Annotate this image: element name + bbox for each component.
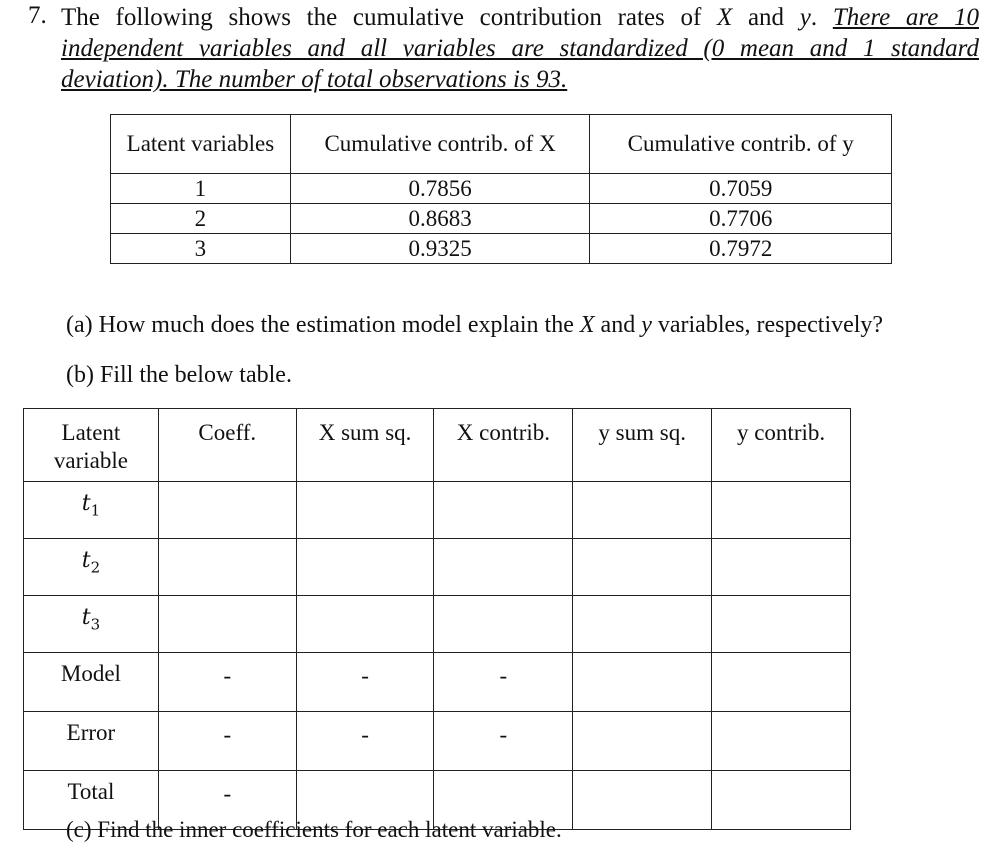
cell-coeff: [158, 482, 296, 539]
row-label-base: t: [81, 605, 91, 630]
intro-var-x: X: [716, 4, 733, 31]
row-label-sub: 2: [90, 558, 101, 577]
cell-y: 0.7972: [590, 234, 892, 264]
subquestion-a-and: and: [594, 312, 642, 338]
cell-x-contrib: -: [434, 712, 573, 771]
table-row: [24, 596, 851, 653]
table-row: [24, 482, 851, 539]
cell-y-contrib: [712, 596, 851, 653]
table-header-row: [24, 409, 851, 482]
cell-x-sum-sq: -: [296, 653, 434, 712]
table-row: [111, 174, 892, 204]
cell-x-sum-sq: [296, 539, 434, 596]
row-label-base: t: [81, 491, 91, 516]
cell-x: 0.8683: [290, 204, 590, 234]
subquestion-c: (c) Find the inner coefficients for each latent variable.: [66, 817, 562, 842]
header-y-contrib: y contrib.: [712, 409, 851, 482]
intro-underlined: There are 10 independent variables and all variables are standardized (0 mean and 1 standard deviation). The number of total observations is 93.: [61, 4, 979, 93]
cell-y-contrib: [712, 539, 851, 596]
cell-x-contrib: [434, 539, 573, 596]
row-label-error: Error: [24, 712, 159, 771]
cell-y-sum-sq: [573, 771, 712, 830]
cell-lv: 1: [111, 174, 291, 204]
row-label-t1: [24, 482, 159, 539]
cell-y: 0.7706: [590, 204, 892, 234]
row-label-sub: 3: [90, 615, 101, 634]
subquestion-a-var-x: X: [579, 312, 595, 338]
cell-coeff: -: [158, 712, 296, 771]
cell-x: 0.7856: [290, 174, 590, 204]
subquestion-b: (b) Fill the below table.: [66, 362, 292, 388]
cell-y-contrib: [712, 653, 851, 712]
cell-x-sum-sq: -: [296, 712, 434, 771]
cell-x-sum-sq: [296, 482, 434, 539]
header-x-contrib: X contrib.: [434, 409, 573, 482]
cell-y-sum-sq: [573, 712, 712, 771]
cell-y-sum-sq: [573, 539, 712, 596]
row-label-base: t: [81, 548, 91, 573]
table-header-row: [111, 115, 892, 174]
cell-x-contrib: -: [434, 653, 573, 712]
table-row: [24, 539, 851, 596]
cell-coeff: -: [158, 771, 296, 830]
table-row: [111, 204, 892, 234]
intro-text-1: The following shows the cumulative contribution rates of: [61, 4, 717, 31]
row-label-total: Total: [24, 771, 159, 830]
row-label-t2: [24, 539, 159, 596]
header-cum-contrib-x: Cumulative contrib. of X: [290, 115, 590, 174]
row-label-model: Model: [24, 653, 159, 712]
cell-y: 0.7059: [590, 174, 892, 204]
cell-y-sum-sq: [573, 596, 712, 653]
cumulative-contrib-table: [110, 114, 892, 264]
intro-and: and: [732, 4, 800, 31]
cell-coeff: [158, 539, 296, 596]
cell-lv: 3: [111, 234, 291, 264]
intro-text-2: .: [810, 4, 833, 31]
cell-coeff: -: [158, 653, 296, 712]
header-coeff: Coeff.: [158, 409, 296, 482]
table-row: [111, 234, 892, 264]
header-x-sum-sq: X sum sq.: [296, 409, 434, 482]
header-latent-variables: Latent variables: [111, 115, 291, 174]
intro-var-y: y: [799, 4, 811, 31]
header-y-sum-sq: y sum sq.: [573, 409, 712, 482]
subquestion-a: [66, 312, 883, 339]
cell-x: 0.9325: [290, 234, 590, 264]
cell-lv: 2: [111, 204, 291, 234]
cell-x-contrib: [434, 596, 573, 653]
cell-y-contrib: [712, 771, 851, 830]
subquestion-a-var-y: y: [641, 312, 652, 338]
question-intro: [61, 2, 979, 95]
table-row: [24, 712, 851, 771]
subquestion-a-suffix: variables, respectively?: [651, 312, 884, 338]
cell-y-sum-sq: [573, 482, 712, 539]
cell-y-contrib: [712, 712, 851, 771]
row-label-t3: [24, 596, 159, 653]
cell-coeff: [158, 596, 296, 653]
cell-x-sum-sq: [296, 596, 434, 653]
fill-in-table: [23, 408, 851, 830]
cell-x-contrib: [434, 482, 573, 539]
header-cum-contrib-y: Cumulative contrib. of y: [590, 115, 892, 174]
subquestion-a-prefix: (a) How much does the estimation model explain the: [66, 312, 580, 338]
row-label-sub: 1: [90, 501, 101, 520]
cell-y-sum-sq: [573, 653, 712, 712]
header-latent-variable: Latent variable: [24, 409, 159, 482]
table-row: [24, 653, 851, 712]
question-number: 7.: [28, 2, 47, 29]
cell-y-contrib: [712, 482, 851, 539]
